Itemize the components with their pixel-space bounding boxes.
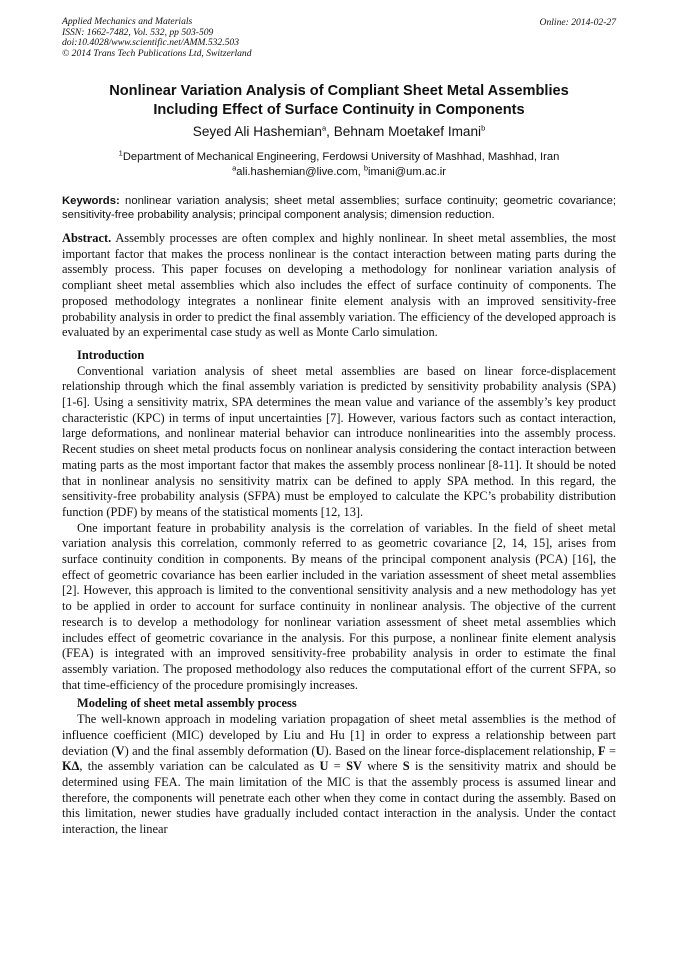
issn-line: ISSN: 1662-7482, Vol. 532, pp 503-509 [62, 26, 214, 38]
journal-header [62, 17, 252, 59]
email-b-sup: b [363, 162, 369, 172]
modeling-text-1: The well-known approach in modeling variation propagation of sheet metal assemblies is the method of influence coefficient (MIC) developed by Liu and Hu [1] in order to express a relationship between part deviation ( [62, 712, 616, 758]
affiliation [40, 150, 638, 179]
modeling-text-2: ) and the final assembly deformation ( [124, 743, 316, 758]
online-date: Online: 2014-02-27 [539, 17, 616, 28]
author-2: Behnam Moetakef Imani [333, 124, 482, 139]
intro-paragraph-1: Conventional variation analysis of sheet metal assemblies are based on linear force-displacement relationship through which the final assembly variation is predicted by sensitivity probability analysis (SPA) [1-6]. Using a sensitivity matrix, SPA determines the mean value and variance of the assembly’s key product characteristic (KPC) in terms of input uncertainties [7]. However, various factors such as contact interaction, large deformations, and nonlinear material behavior can introduce nonlinearities into the assembly process. Recent studies on sheet metal products focus on nonlinear analysis considering the contact interaction between mating parts as the most important factor that makes the assembly process nonlinear [8-11]. It should be noted that in nonlinear analysis no sensitivity matrix can be defined to apply SPA method. In this regard, the sensitivity-free probability analysis (SFPA) must be employed to calculate the KPC’s probability distribution function (PDF) by means of the statistical moments [12, 13]. [62, 363, 616, 519]
modeling-text-8: is the sensitivity matrix and should be determined using FEA. The main limitation of the MIC is that the assembly process is assumed linear and therefore, the components will penetrate each other when they come in contact during the assembly. Based on this limitation, newer studies have gradually included contact interaction in the analysis. Under the contact interaction, the linear [62, 759, 617, 837]
modeling-text-5: , the assembly variation can be calculated as [79, 759, 320, 774]
keywords [62, 194, 616, 222]
modeling-text-3: ). Based on the linear force-displacement relationship, [324, 743, 599, 758]
symbol-u-2: U [319, 759, 329, 774]
abstract-text: Assembly processes are often complex and highly nonlinear. In sheet metal assemblies, the most important factor that makes the process nonlinear is the contact interaction between mating parts during the assembly process. This paper focuses on developing a methodology for nonlinear variation analysis of compliant sheet metal assemblies which also includes the effect of surface continuity of components. The proposed methodology integrates a nonlinear finite element analysis with an improved sensitivity-free probability analysis in order to predict the final assembly variation. The efficiency of the developed approach is evaluated by an experimental case study as well as Monte Carlo simulation. [62, 231, 616, 340]
intro-paragraph-2: One important feature in probability analysis is the correlation of variables. In the field of sheet metal variation analysis this correlation, commonly referred to as geometric covariance [2, 14, 15], arises from surface continuity condition in components. By means of the principal component analysis (PCA) [16], the effect of geometric covariance has been earlier included in the variation assessment of sheet metal assemblies [2]. However, this approach is limited to the conventional sensitivity analysis and a new methodology has yet to be applied in order to account for surface continuity in nonlinear analysis. The objective of the current research is to develop a methodology for nonlinear variation assessment of sheet metal assemblies which includes effect of geometric covariance in the analysis. For this purpose, a nonlinear finite element analysis (FEA) is integrated with an improved sensitivity-free probability analysis in order to estimate the final assembly variation. The proposed methodology also reduces the computational effort of the current SFPA, so that time-efficiency of the procedure promisingly increases. [62, 520, 616, 692]
modeling-text-4: = [605, 743, 616, 758]
title-line-1: Nonlinear Variation Analysis of Compliant Sheet Metal Assemblies [109, 83, 569, 99]
modeling-paragraph [62, 712, 616, 838]
symbol-k-delta: KΔ [62, 759, 80, 774]
author-1: Seyed Ali Hashemian [192, 124, 322, 139]
abstract-label: Abstract. [62, 231, 112, 245]
email-a[interactable]: ali.hashemian@live.com [236, 165, 358, 178]
modeling-text-7: where [361, 759, 403, 774]
symbol-sv: SV [346, 759, 362, 774]
affiliation-dept: Department of Mechanical Engineering, Ferdowsi University of Mashhad, Mashhad, Iran [122, 151, 560, 163]
email-a-sup: a [232, 162, 237, 172]
modeling-text-6: = [328, 759, 347, 774]
author-separator: , [326, 124, 334, 139]
keywords-text: nonlinear variation analysis; sheet metal assemblies; surface continuity; geometric covariance; sensitivity-free probability analysis; principal component analysis; dimension reduction. [62, 195, 616, 221]
title-line-2: Including Effect of Surface Continuity in Components [153, 101, 525, 118]
copyright-line: © 2014 Trans Tech Publications Ltd, Switzerland [62, 47, 252, 59]
keywords-label: Keywords: [62, 195, 120, 207]
affiliation-sup: 1 [118, 148, 123, 158]
paper-body [62, 231, 616, 838]
affiliation-emails [40, 162, 638, 180]
abstract [62, 231, 616, 341]
paper-title [40, 82, 638, 119]
email-b[interactable]: imani@um.ac.ir [368, 165, 446, 178]
author-2-sup: b [481, 123, 486, 133]
symbol-v: V [115, 743, 125, 758]
email-separator: , [357, 165, 364, 178]
symbol-u: U [315, 743, 325, 758]
symbol-s: S [402, 759, 410, 774]
journal-name: Applied Mechanics and Materials [62, 16, 193, 27]
author-list [40, 124, 638, 139]
symbol-f: F [598, 743, 606, 758]
affiliation-dept-line [40, 150, 638, 165]
section-heading-modeling: Modeling of sheet metal assembly process [77, 696, 297, 711]
section-heading-introduction: Introduction [77, 347, 145, 362]
doi-line: doi:10.4028/www.scientific.net/AMM.532.503 [62, 37, 240, 48]
author-1-sup: a [321, 123, 327, 133]
